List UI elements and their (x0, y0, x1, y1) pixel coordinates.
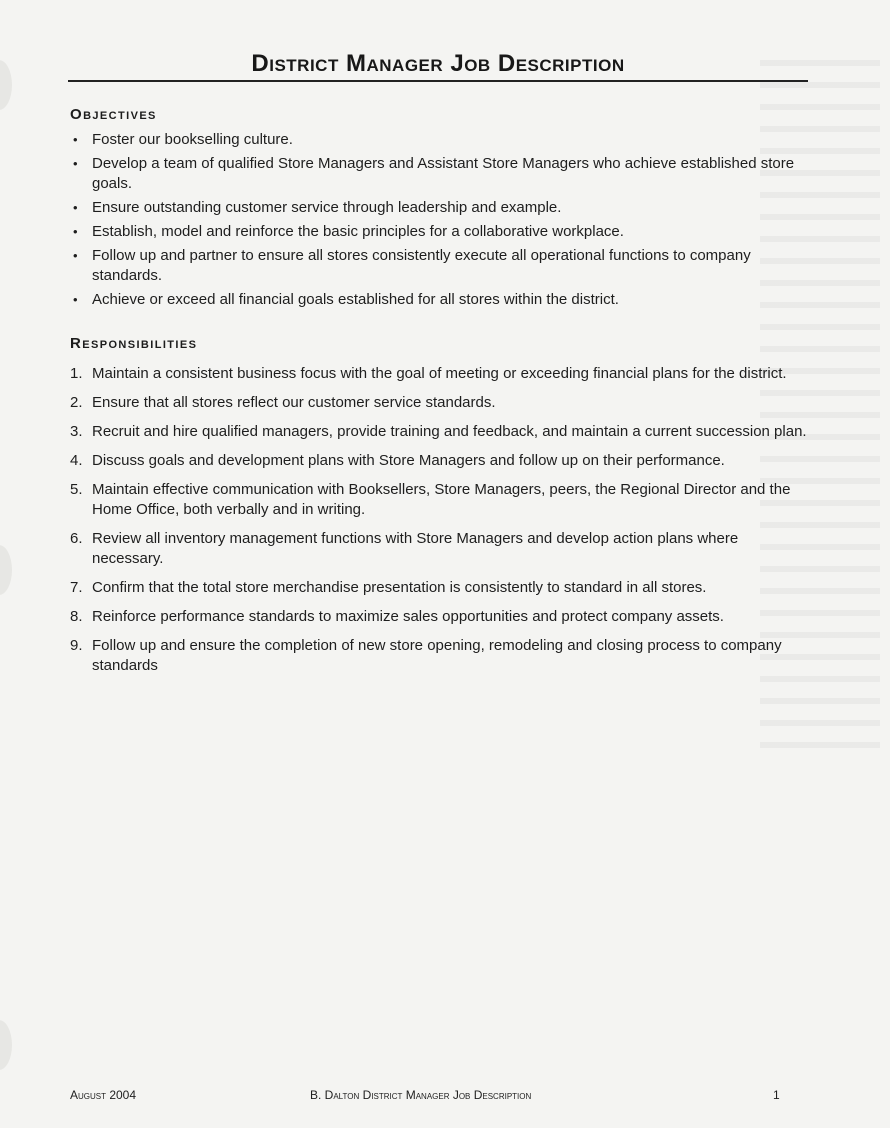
list-item (70, 636, 810, 676)
item-text: Maintain effective communication with Booksellers, Store Managers, peers, the Regional Director and the Home Office, both verbally and in writing. (92, 481, 791, 518)
item-text: Confirm that the total store merchandise presentation is consistently to standard in all stores. (92, 579, 707, 596)
item-text: Ensure that all stores reflect our customer service standards. (92, 394, 496, 411)
objectives-heading: Objectives (70, 106, 157, 123)
binder-hole (0, 1020, 12, 1070)
item-number: 3. (70, 423, 83, 440)
list-item (70, 607, 810, 627)
item-text: Review all inventory management functions with Store Managers and develop action plans where necessary. (92, 530, 739, 567)
item-text: Follow up and ensure the completion of new store opening, remodeling and closing process to company standards (92, 637, 782, 674)
list-item: • Establish, model and reinforce the basic principles for a collaborative workplace. (70, 222, 810, 242)
list-item: • Follow up and partner to ensure all stores consistently execute all operational functions to company standards. (70, 246, 810, 286)
list-item: • Achieve or exceed all financial goals established for all stores within the district. (70, 290, 810, 310)
list-item (70, 393, 810, 413)
item-number: 2. (70, 394, 83, 411)
list-item (70, 529, 810, 569)
binder-hole (0, 60, 12, 110)
list-item (70, 422, 810, 442)
item-text: Reinforce performance standards to maximize sales opportunities and protect company assets. (92, 608, 724, 625)
item-number: 6. (70, 530, 83, 547)
item-number: 9. (70, 637, 83, 654)
footer-date: August 2004 (70, 1088, 137, 1102)
item-number: 5. (70, 481, 83, 498)
binder-hole (0, 545, 12, 595)
item-number: 7. (70, 579, 83, 596)
responsibilities-heading: Responsibilities (70, 335, 198, 352)
responsibilities-list (70, 364, 810, 685)
list-item (70, 480, 810, 520)
title-divider (68, 80, 808, 82)
document-title: District Manager Job Description (251, 50, 625, 77)
item-number: 4. (70, 452, 83, 469)
footer-title: B. Dalton District Manager Job Description (310, 1088, 532, 1102)
objectives-list (70, 130, 810, 314)
list-item: • Ensure outstanding customer service through leadership and example. (70, 198, 810, 218)
list-item (70, 364, 810, 384)
page-number: 1 (773, 1088, 780, 1102)
list-item (70, 451, 810, 471)
list-item: • Develop a team of qualified Store Managers and Assistant Store Managers who achieve established store goals. (70, 154, 810, 194)
item-number: 8. (70, 608, 83, 625)
item-text: Discuss goals and development plans with Store Managers and follow up on their performance. (92, 452, 725, 469)
item-text: Recruit and hire qualified managers, provide training and feedback, and maintain a current succession plan. (92, 423, 807, 440)
list-item: • Foster our bookselling culture. (70, 130, 810, 150)
item-text: Maintain a consistent business focus with the goal of meeting or exceeding financial plans for the district. (92, 365, 787, 382)
list-item (70, 578, 810, 598)
item-number: 1. (70, 365, 83, 382)
